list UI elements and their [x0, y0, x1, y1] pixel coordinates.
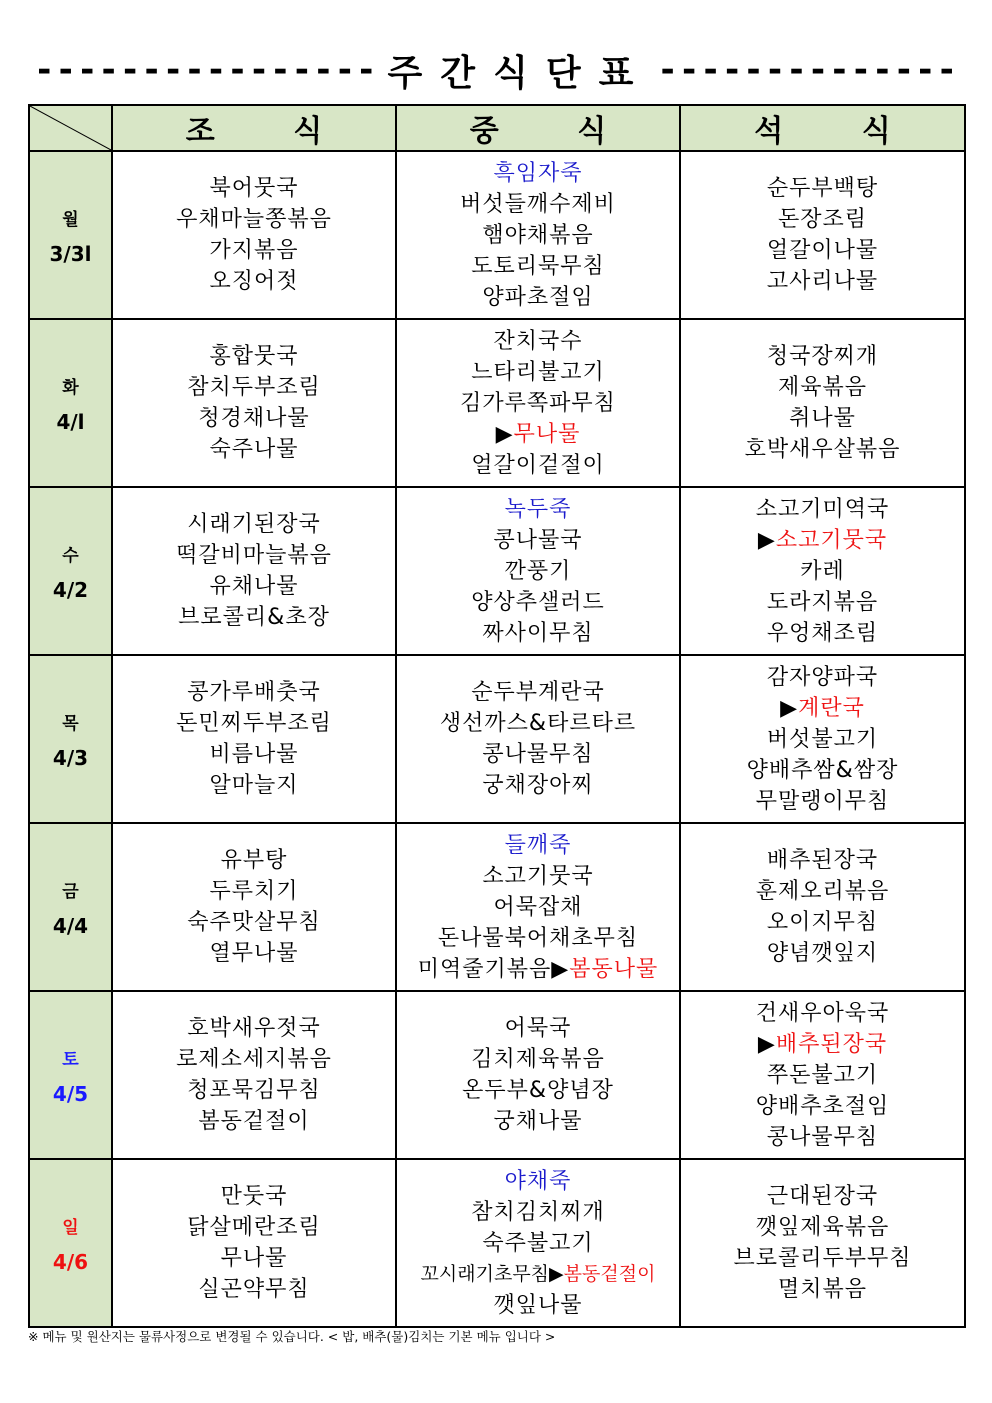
menu-item: [780, 693, 865, 724]
menu-item: [767, 845, 878, 876]
menu-item-text: 청국장찌개: [766, 344, 879, 369]
menu-item-text: 숙주나물: [209, 437, 299, 462]
header-breakfast: 조 식: [112, 105, 396, 151]
menu-item-text: 비름나물: [209, 742, 299, 767]
menu-item-text: 참치두부조림: [187, 375, 321, 400]
breakfast-items: [113, 677, 395, 801]
day-row: [29, 319, 965, 487]
lunch-items: [397, 1013, 679, 1137]
menu-item: [778, 204, 867, 235]
breakfast-cell: [112, 151, 396, 319]
lunch-items: [397, 677, 679, 801]
menu-item-text: 야채죽: [504, 1168, 572, 1194]
menu-item: [471, 587, 605, 618]
menu-item-text: 호박새우젓국: [187, 1016, 321, 1041]
menu-item-text: 닭살메란조림: [187, 1215, 321, 1240]
day-date: 4/5: [52, 1081, 89, 1106]
menu-item: [471, 677, 605, 708]
menu-item-text: 온두부&양념장: [462, 1078, 614, 1103]
menu-item: [198, 403, 309, 434]
alternative-arrow: ▶: [495, 421, 514, 447]
day-name: 일: [62, 1217, 79, 1238]
menu-item-text: 콩나물국: [493, 527, 583, 553]
menu-item-text: 소고기뭇국: [775, 527, 888, 553]
day-cell: [29, 487, 112, 655]
menu-item-text: 햄야채볶음: [482, 222, 594, 248]
menu-item-text: 미역줄기볶음: [417, 956, 552, 982]
menu-item: [209, 876, 298, 907]
day-row: [29, 655, 965, 823]
menu-item-text: 감자양파국: [766, 664, 879, 690]
menu-item-text: 소고기미역국: [755, 496, 890, 522]
dinner-cell: [680, 487, 965, 655]
menu-item-text: 양배추쌈&쌈장: [746, 757, 899, 783]
day-name: 수: [62, 545, 79, 566]
header-dinner: 석 식: [680, 105, 965, 151]
menu-item: [438, 923, 638, 954]
lunch-items: [397, 158, 679, 313]
menu-item: [505, 1013, 572, 1044]
menu-item-text: 유채나물: [209, 574, 299, 599]
menu-item-text: 훈제오리볶음: [755, 879, 890, 904]
menu-item: [767, 173, 878, 204]
menu-item-text: 열무나물: [209, 941, 299, 966]
menu-item: [778, 1274, 867, 1305]
menu-item: [209, 739, 298, 770]
menu-item: [767, 662, 878, 693]
menu-item-text: 고사리나물: [766, 269, 879, 294]
lunch-items: [397, 1166, 679, 1321]
menu-item: [209, 266, 298, 297]
menu-item-text: 오징어젓: [209, 269, 299, 294]
menu-item: [505, 494, 572, 525]
day-row: [29, 991, 965, 1159]
menu-item: [187, 1075, 321, 1106]
menu-item-text: 떡갈비마늘볶음: [176, 543, 332, 568]
menu-item-text: 우엉채조림: [766, 620, 879, 646]
menu-item-text: 짜사이무침: [482, 620, 594, 646]
menu-item-text: 김가루쪽파무침: [460, 390, 616, 416]
menu-item-text: 버섯들깨수제비: [460, 191, 616, 217]
lunch-cell: [396, 1159, 680, 1327]
menu-item: [767, 618, 878, 649]
day-cell: [29, 655, 112, 823]
day-name: 월: [62, 209, 79, 230]
menu-item-text: 멸치볶음: [777, 1277, 867, 1302]
menu-item-alternative: 봄동나물: [569, 956, 659, 982]
alternative-arrow: ▶: [757, 527, 776, 553]
lunch-cell: [396, 319, 680, 487]
dinner-cell: [680, 655, 965, 823]
menu-item-text: 로제소세지볶음: [176, 1047, 332, 1072]
dinner-items: [681, 341, 964, 465]
menu-item: [767, 907, 878, 938]
menu-item-text: 근대된장국: [766, 1184, 879, 1209]
title-left-dashes: ----------------: [34, 50, 378, 90]
title-right-dashes: --------------: [657, 50, 958, 90]
menu-item-text: 무나물: [220, 1246, 288, 1271]
menu-item: [496, 419, 581, 450]
menu-item: [756, 786, 890, 817]
menu-item: [176, 540, 332, 571]
menu-item: [482, 220, 593, 251]
day-row: [29, 151, 965, 319]
menu-item-text: 녹두죽: [504, 496, 572, 522]
breakfast-items: [113, 341, 395, 465]
menu-item: [482, 861, 593, 892]
menu-item: [482, 739, 593, 770]
day-row: [29, 823, 965, 991]
menu-item-text: 실곤약무침: [198, 1277, 310, 1302]
menu-item: [187, 1013, 321, 1044]
menu-item: [176, 204, 332, 235]
menu-item: [482, 770, 593, 801]
dinner-items: [681, 173, 964, 297]
menu-item: [767, 1122, 878, 1153]
menu-item: [505, 830, 572, 861]
menu-item-text: 잔치국수: [493, 328, 583, 354]
menu-item: [482, 618, 593, 649]
menu-item-text: 숙주맛살무침: [187, 910, 321, 935]
menu-item: [493, 158, 582, 189]
menu-item-text: 어묵잡채: [493, 894, 583, 920]
menu-item: [209, 434, 298, 465]
menu-item: [471, 1197, 605, 1228]
menu-item-text: 북어뭇국: [209, 176, 299, 201]
menu-item: [471, 450, 605, 481]
menu-item-text: 소고기뭇국: [482, 863, 594, 889]
menu-item: [767, 1060, 878, 1091]
menu-item: [767, 938, 878, 969]
dinner-items: [681, 998, 964, 1153]
menu-item-text: 호박새우살볶음: [744, 437, 901, 462]
menu-item-text: 무나물: [513, 421, 581, 447]
menu-item: [418, 954, 658, 985]
menu-item: [505, 556, 572, 587]
menu-item: [209, 173, 298, 204]
title-text: 주간식단표: [387, 52, 652, 94]
lunch-items: [397, 494, 679, 649]
menu-item-text: 숙주불고기: [482, 1230, 594, 1256]
menu-item-text: 봄동겉절이: [198, 1109, 310, 1134]
menu-item: [460, 189, 616, 220]
menu-item-text: 참치김치찌개: [471, 1199, 605, 1225]
menu-item: [756, 998, 890, 1029]
breakfast-items: [113, 173, 395, 297]
menu-item: [789, 403, 856, 434]
day-name: 토: [62, 1049, 79, 1070]
menu-item-text: 얼갈이겉절이: [471, 452, 605, 478]
menu-item: [221, 1243, 288, 1274]
dinner-cell: [680, 991, 965, 1159]
menu-item: [471, 1044, 605, 1075]
breakfast-cell: [112, 655, 396, 823]
menu-item: [176, 708, 332, 739]
menu-item: [767, 587, 878, 618]
alternative-arrow: ▶: [780, 695, 799, 721]
breakfast-cell: [112, 1159, 396, 1327]
menu-item: [493, 326, 582, 357]
lunch-items: [397, 326, 679, 481]
day-cell: [29, 1159, 112, 1327]
dinner-items: [681, 1181, 964, 1305]
menu-item-text: 우채마늘쫑볶음: [176, 207, 332, 232]
dinner-cell: [680, 151, 965, 319]
breakfast-cell: [112, 487, 396, 655]
menu-item-text: 가지볶음: [209, 238, 299, 263]
menu-item-text: 도토리묵무침: [471, 253, 605, 279]
menu-item-text: 만둣국: [220, 1184, 288, 1209]
menu-item: [209, 770, 298, 801]
menu-item-text: 궁채장아찌: [482, 773, 594, 798]
menu-item-text: 카레: [800, 558, 845, 584]
day-date: 4/6: [52, 1249, 89, 1274]
day-name: 금: [62, 881, 79, 902]
menu-item: [767, 266, 878, 297]
menu-item-text: 양파초절임: [482, 284, 594, 310]
menu-item: [767, 1181, 878, 1212]
dinner-cell: [680, 823, 965, 991]
menu-item: [176, 1044, 332, 1075]
menu-item: [747, 755, 899, 786]
day-date: 4/2: [52, 577, 89, 602]
day-row: [29, 1159, 965, 1327]
menu-item-text: 흑임자죽: [493, 160, 583, 186]
menu-item-text: 생선까스&타르타르: [439, 711, 637, 736]
menu-item: [198, 1106, 309, 1137]
menu-item: [493, 525, 582, 556]
menu-item: [482, 282, 593, 313]
day-date: 3/3l: [49, 241, 92, 266]
menu-item-text: 오이지무침: [766, 910, 879, 935]
menu-item: [187, 372, 321, 403]
menu-item: [187, 1212, 321, 1243]
lunch-cell: [396, 151, 680, 319]
breakfast-items: [113, 1013, 395, 1137]
lunch-cell: [396, 991, 680, 1159]
menu-item: [221, 1181, 288, 1212]
menu-item-text: 건새우아욱국: [755, 1000, 890, 1026]
menu-item-text: 두루치기: [209, 879, 299, 904]
menu-item: [440, 708, 636, 739]
day-cell: [29, 319, 112, 487]
menu-item: [758, 1029, 887, 1060]
menu-item-text: 얼갈이나물: [766, 238, 879, 263]
menu-item-text: 김치제육볶음: [471, 1047, 605, 1072]
menu-item-text: 제육볶음: [777, 375, 867, 400]
menu-item: [505, 1166, 572, 1197]
lunch-items: [397, 830, 679, 985]
day-row: [29, 487, 965, 655]
day-cell: [29, 991, 112, 1159]
menu-item-text: 순두부계란국: [471, 680, 605, 705]
menu-item-text: 배추된장국: [766, 848, 879, 873]
menu-item-text: 시래기된장국: [187, 512, 321, 537]
menu-item-text: 꼬시래기초무침: [420, 1262, 550, 1285]
menu-item-text: 청포묵김무침: [187, 1078, 321, 1103]
lunch-cell: [396, 655, 680, 823]
menu-item: [178, 602, 330, 633]
menu-item: [187, 509, 321, 540]
dinner-cell: [680, 319, 965, 487]
menu-item-text: 홍합뭇국: [209, 344, 299, 369]
header-lunch: 중 식: [396, 105, 680, 151]
menu-item: [493, 1106, 582, 1137]
menu-item-text: 도라지볶음: [766, 589, 879, 615]
corner-cell: [29, 105, 112, 151]
menu-item: [209, 341, 298, 372]
diagonal-line: [30, 106, 111, 150]
breakfast-items: [113, 509, 395, 633]
menu-item: [482, 1228, 593, 1259]
header-row: [29, 105, 965, 151]
menu-item-text: 돈나물북어채초무침: [437, 925, 639, 951]
menu-item-text: 취나물: [789, 406, 856, 431]
menu-item-text: 순두부백탕: [766, 176, 879, 201]
menu-item-text: 무말랭이무침: [755, 788, 890, 814]
menu-item-text: 콩나물무침: [766, 1124, 879, 1150]
menu-item-text: 계란국: [798, 695, 865, 721]
menu-item-text: 들깨죽: [504, 832, 572, 858]
lunch-cell: [396, 823, 680, 991]
menu-item: [758, 525, 887, 556]
day-cell: [29, 823, 112, 991]
menu-item: [767, 724, 878, 755]
alternative-arrow: ▶: [549, 1262, 564, 1285]
alternative-arrow: ▶: [757, 1031, 776, 1057]
menu-item: [767, 341, 878, 372]
menu-item-text: 콩나물무침: [482, 742, 594, 767]
lunch-cell: [396, 487, 680, 655]
menu-item: [209, 571, 298, 602]
footnote: ※ 메뉴 및 원산지는 물류사정으로 변경될 수 있습니다. < 밥, 배추(물)김치는 기본 메뉴 입니다 >: [28, 1329, 556, 1344]
menu-item-text: 쭈돈불고기: [766, 1062, 879, 1088]
menu-item-text: 돈장조림: [777, 207, 867, 232]
menu-item: [198, 1274, 309, 1305]
menu-item: [421, 1259, 656, 1290]
alternative-arrow: ▶: [551, 956, 570, 982]
dinner-items: [681, 662, 964, 817]
dinner-items: [681, 845, 964, 969]
breakfast-cell: [112, 991, 396, 1159]
menu-item: [187, 907, 321, 938]
menu-item: [767, 235, 878, 266]
menu-item-text: 알마늘지: [209, 773, 299, 798]
day-name: 목: [62, 713, 79, 734]
menu-item-text: 느타리불고기: [471, 359, 605, 385]
menu-item: [209, 938, 298, 969]
menu-item: [756, 1091, 890, 1122]
menu-item-text: 깻잎나물: [493, 1292, 583, 1318]
menu-item: [756, 876, 890, 907]
breakfast-items: [113, 1181, 395, 1305]
menu-item: [778, 372, 867, 403]
menu-item-text: 양념깻잎지: [766, 941, 879, 966]
menu-item-text: 브로콜리두부무침: [733, 1246, 912, 1271]
day-date: 4/4: [52, 913, 89, 938]
menu-item-text: 배추된장국: [775, 1031, 888, 1057]
menu-body: [29, 151, 965, 1327]
menu-item: [462, 1075, 614, 1106]
menu-item: [471, 251, 605, 282]
menu-item: [460, 388, 616, 419]
breakfast-cell: [112, 319, 396, 487]
menu-item-text: 양배추초절임: [755, 1093, 890, 1119]
menu-item-text: 유부탕: [220, 848, 288, 873]
menu-item-text: 양상추샐러드: [471, 589, 605, 615]
dinner-cell: [680, 1159, 965, 1327]
menu-item-text: 브로콜리&초장: [178, 605, 330, 630]
menu-item: [187, 677, 321, 708]
day-name: 화: [62, 377, 79, 398]
menu-item: [471, 357, 605, 388]
day-date: 4/l: [56, 409, 85, 434]
weekly-menu-table: [28, 104, 966, 1328]
menu-item-text: 청경채나물: [198, 406, 310, 431]
menu-item: [800, 556, 845, 587]
menu-item: [209, 235, 298, 266]
day-cell: [29, 151, 112, 319]
menu-item-alternative: 봄동겉절이: [563, 1262, 656, 1285]
breakfast-items: [113, 845, 395, 969]
menu-item-text: 궁채나물: [493, 1109, 583, 1134]
menu-item: [493, 892, 582, 923]
dinner-items: [681, 494, 964, 649]
menu-item: [221, 845, 288, 876]
menu-item-text: 돈민찌두부조림: [176, 711, 332, 736]
menu-item-text: 버섯불고기: [766, 726, 879, 752]
menu-item-text: 깻잎제육볶음: [755, 1215, 890, 1240]
breakfast-cell: [112, 823, 396, 991]
menu-item-text: 어묵국: [504, 1016, 572, 1041]
menu-item: [756, 1212, 890, 1243]
menu-item: [756, 494, 890, 525]
menu-item-text: 콩가루배춧국: [187, 680, 321, 705]
menu-item: [745, 434, 901, 465]
menu-item: [493, 1290, 582, 1321]
menu-item-text: 깐풍기: [504, 558, 572, 584]
page-title: [28, 40, 964, 100]
day-date: 4/3: [52, 745, 89, 770]
menu-item: [733, 1243, 911, 1274]
